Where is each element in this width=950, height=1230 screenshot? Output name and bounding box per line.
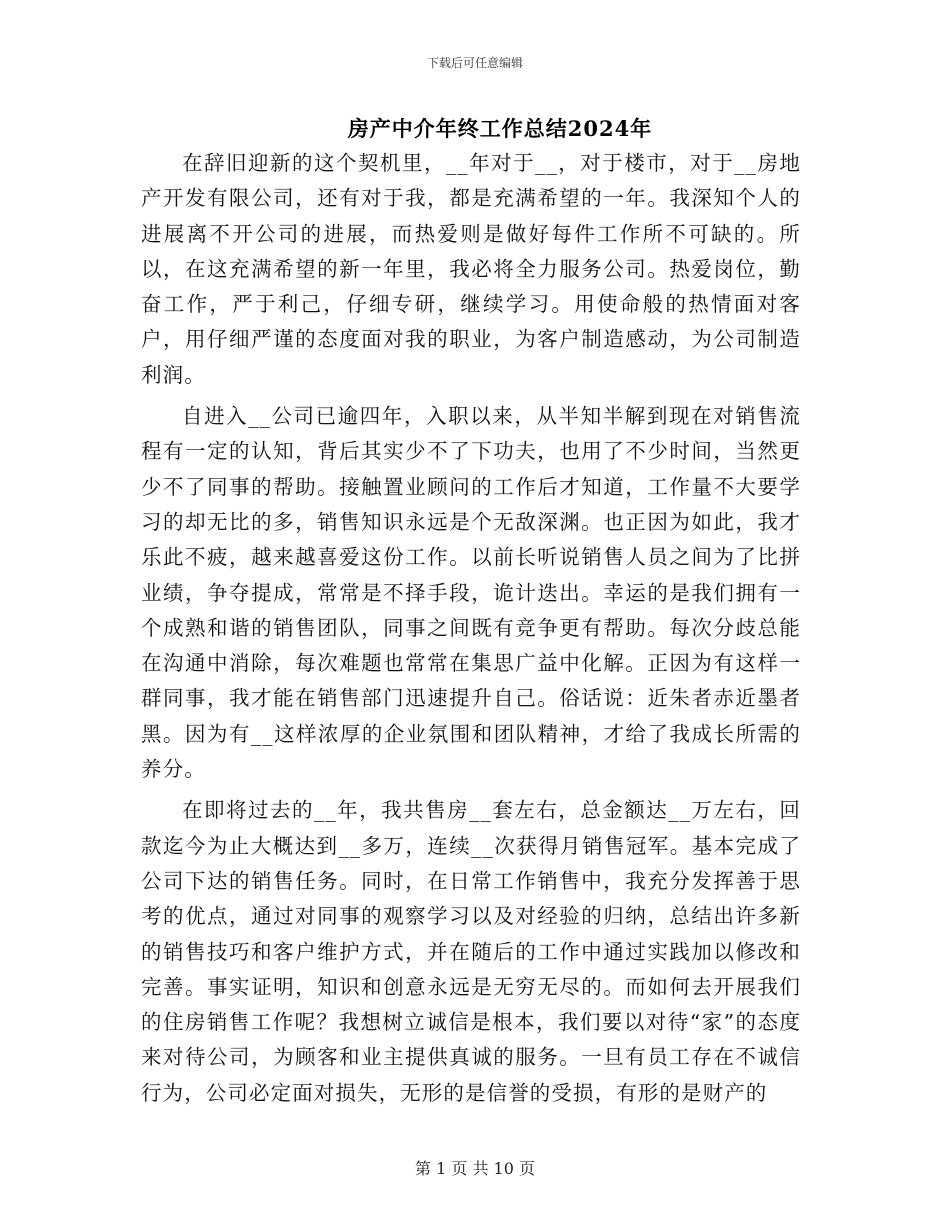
header-note: 下载后可任意编辑 <box>426 56 523 70</box>
paragraph-1: 在辞旧迎新的这个契机里，__年对于__，对于楼市，对于__房地产开发有限公司，还有对于我，都是充满希望的一年。我深知个人的进展离不开公司的进展，而热爱则是做好每件工作所不可缺的。所以，在这充满希望的新一年里，我必将全力服务公司。热爱岗位，勤奋工作，严于利己，仔细专研，继续学习。用使命般的热情面对客户，用仔细严谨的态度面对我的职业，为客户制造感动，为公司制造利润。 <box>141 151 801 387</box>
document-title: 房产中介年终工作总结2024年 <box>347 116 653 141</box>
page-indicator: 第 1 页 共 10 页 <box>415 1159 535 1178</box>
paragraph-2: 自进入__公司已逾四年，入职以来，从半知半解到现在对销售流程有一定的认知，背后其实少不了下功夫，也用了不少时间，当然更少不了同事的帮助。接触置业顾问的工作后才知道，工作量不大要学习的却无比的多，销售知识永远是个无敌深渊。也正因为如此，我才乐此不疲，越来越喜爱这份工作。以前长听说销售人员之间为了比拼业绩，争夺提成，常常是不择手段，诡计迭出。幸运的是我们拥有一个成熟和谐的销售团队，同事之间既有竞争更有帮助。每次分歧总能在沟通中消除，每次难题也常常在集思广益中化解。正因为有这样一群同事，我才能在销售部门迅速提升自己。俗话说：近朱者赤近墨者黑。因为有__这样浓厚的企业氛围和团队精神，才给了我成长所需的养分。 <box>141 404 801 782</box>
document-body <box>141 146 801 1111</box>
paragraph-3: 在即将过去的__年，我共售房__套左右，总金额达__万左右，回款迄今为止大概达到__多万，连续__次获得月销售冠军。基本完成了公司下达的销售任务。同时，在日常工作销售中，我充分发挥善于思考的优点，通过对同事的观察学习以及对经验的归纳，总结出许多新的销售技巧和客户维护方式，并在随后的工作中通过实践加以修改和完善。事实证明，知识和创意永远是无穷无尽的。而如何去开展我们的住房销售工作呢？我想树立诚信是根本，我们要以对待“家”的态度来对待公司，为顾客和业主提供真诚的服务。一旦有员工存在不诚信行为，公司必定面对损失，无形的是信誉的受损，有形的是财产的 <box>141 798 801 1105</box>
